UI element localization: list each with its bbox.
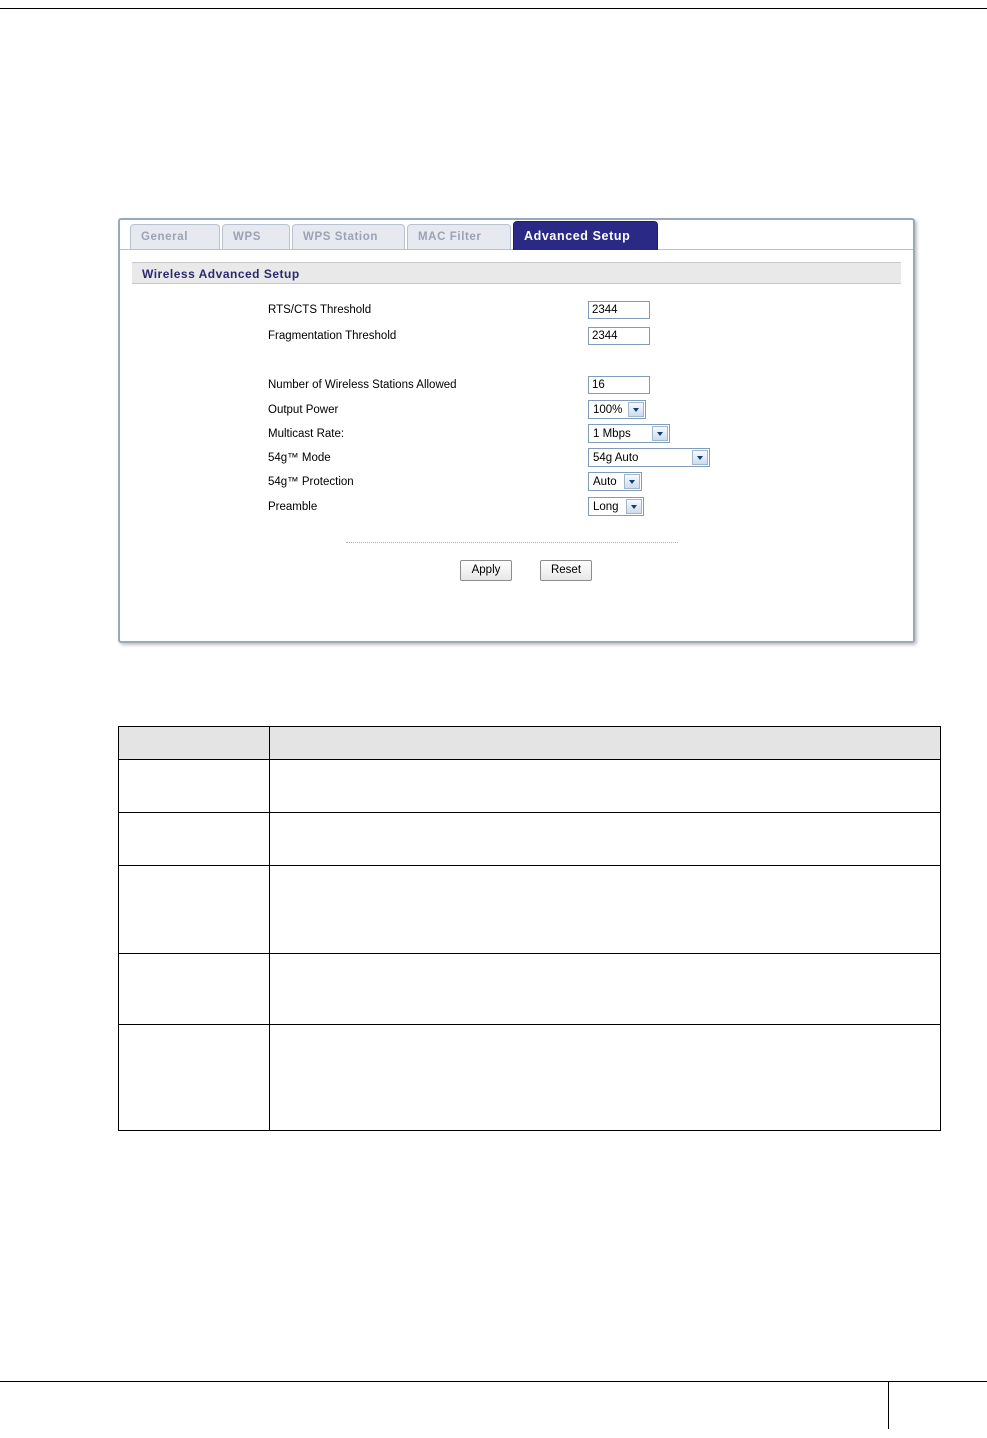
row-description xyxy=(270,760,941,813)
form-row-fragmentation xyxy=(120,326,913,346)
table-row xyxy=(119,866,941,954)
multicast-rate-select[interactable] xyxy=(588,424,670,443)
form-row-rts-cts xyxy=(120,300,913,320)
apply-button[interactable]: Apply xyxy=(460,560,512,581)
output-power-select[interactable] xyxy=(588,400,646,419)
stations-allowed-control xyxy=(588,375,650,394)
tab-strip xyxy=(120,220,913,250)
row-label xyxy=(119,813,270,866)
54g-protection-select[interactable] xyxy=(588,472,642,491)
form-row-multicast-rate xyxy=(120,424,913,444)
chevron-down-icon[interactable] xyxy=(624,474,640,489)
fragmentation-input[interactable] xyxy=(588,327,650,345)
form-divider xyxy=(346,542,678,543)
tab-advanced-setup-label: Advanced Setup xyxy=(524,229,631,243)
form-row-preamble xyxy=(120,497,913,517)
tab-mac-filter[interactable] xyxy=(407,224,511,249)
preamble-control xyxy=(588,497,644,516)
output-power-label: Output Power xyxy=(268,404,339,416)
table-header-label xyxy=(119,727,270,760)
54g-protection-label: 54g™ Protection xyxy=(268,476,354,488)
field-description-table xyxy=(118,726,941,1131)
54g-mode-value: 54g Auto xyxy=(593,452,639,464)
page-top-rule xyxy=(0,8,987,9)
page-number xyxy=(888,1381,987,1429)
chevron-down-icon[interactable] xyxy=(692,450,708,465)
row-label xyxy=(119,760,270,813)
form-row-54g-mode xyxy=(120,448,913,468)
form-row-stations-allowed xyxy=(120,375,913,395)
wireless-advanced-setup-screenshot xyxy=(118,218,915,643)
reset-button[interactable]: Reset xyxy=(540,560,592,581)
output-power-control xyxy=(588,400,646,419)
output-power-value: 100% xyxy=(593,404,623,416)
tab-mac-filter-label: MAC Filter xyxy=(418,231,482,243)
page-bottom-rule xyxy=(0,1381,987,1382)
rts-cts-label: RTS/CTS Threshold xyxy=(268,304,372,316)
tab-general[interactable] xyxy=(130,224,220,249)
table-header-description xyxy=(270,727,941,760)
multicast-rate-value: 1 Mbps xyxy=(593,428,631,440)
stations-allowed-input[interactable] xyxy=(588,376,650,394)
tab-wps[interactable] xyxy=(222,224,290,249)
row-label xyxy=(119,954,270,1025)
tab-advanced-setup[interactable] xyxy=(513,221,658,250)
row-description xyxy=(270,954,941,1025)
rts-cts-input[interactable] xyxy=(588,301,650,319)
tab-wps-label: WPS xyxy=(233,231,261,243)
table-row xyxy=(119,760,941,813)
row-description xyxy=(270,866,941,954)
row-label xyxy=(119,1025,270,1131)
tab-general-label: General xyxy=(141,231,189,243)
table-row xyxy=(119,813,941,866)
multicast-rate-control xyxy=(588,424,670,443)
preamble-label: Preamble xyxy=(268,501,318,513)
table-row xyxy=(119,1025,941,1131)
54g-mode-select[interactable] xyxy=(588,448,710,467)
chevron-down-icon[interactable] xyxy=(628,402,644,417)
chevron-down-icon[interactable] xyxy=(626,499,642,514)
54g-mode-label: 54g™ Mode xyxy=(268,452,331,464)
fragmentation-label: Fragmentation Threshold xyxy=(268,330,397,342)
preamble-select[interactable] xyxy=(588,497,644,516)
54g-protection-value: Auto xyxy=(593,476,617,488)
54g-protection-control xyxy=(588,472,642,491)
row-label xyxy=(119,866,270,954)
form-row-54g-protection xyxy=(120,472,913,492)
chevron-down-icon[interactable] xyxy=(652,426,668,441)
54g-mode-control xyxy=(588,448,710,467)
preamble-value: Long xyxy=(593,501,619,513)
stations-allowed-label: Number of Wireless Stations Allowed xyxy=(268,379,457,391)
tab-wps-station[interactable] xyxy=(292,224,405,249)
form-row-output-power xyxy=(120,400,913,420)
rts-cts-control xyxy=(588,300,650,319)
panel-title: Wireless Advanced Setup xyxy=(132,262,901,284)
tab-wps-station-label: WPS Station xyxy=(303,231,378,243)
row-description xyxy=(270,1025,941,1131)
multicast-rate-label: Multicast Rate: xyxy=(268,428,345,440)
fragmentation-control xyxy=(588,326,650,345)
row-description xyxy=(270,813,941,866)
table-header-row xyxy=(119,727,941,760)
table-row xyxy=(119,954,941,1025)
